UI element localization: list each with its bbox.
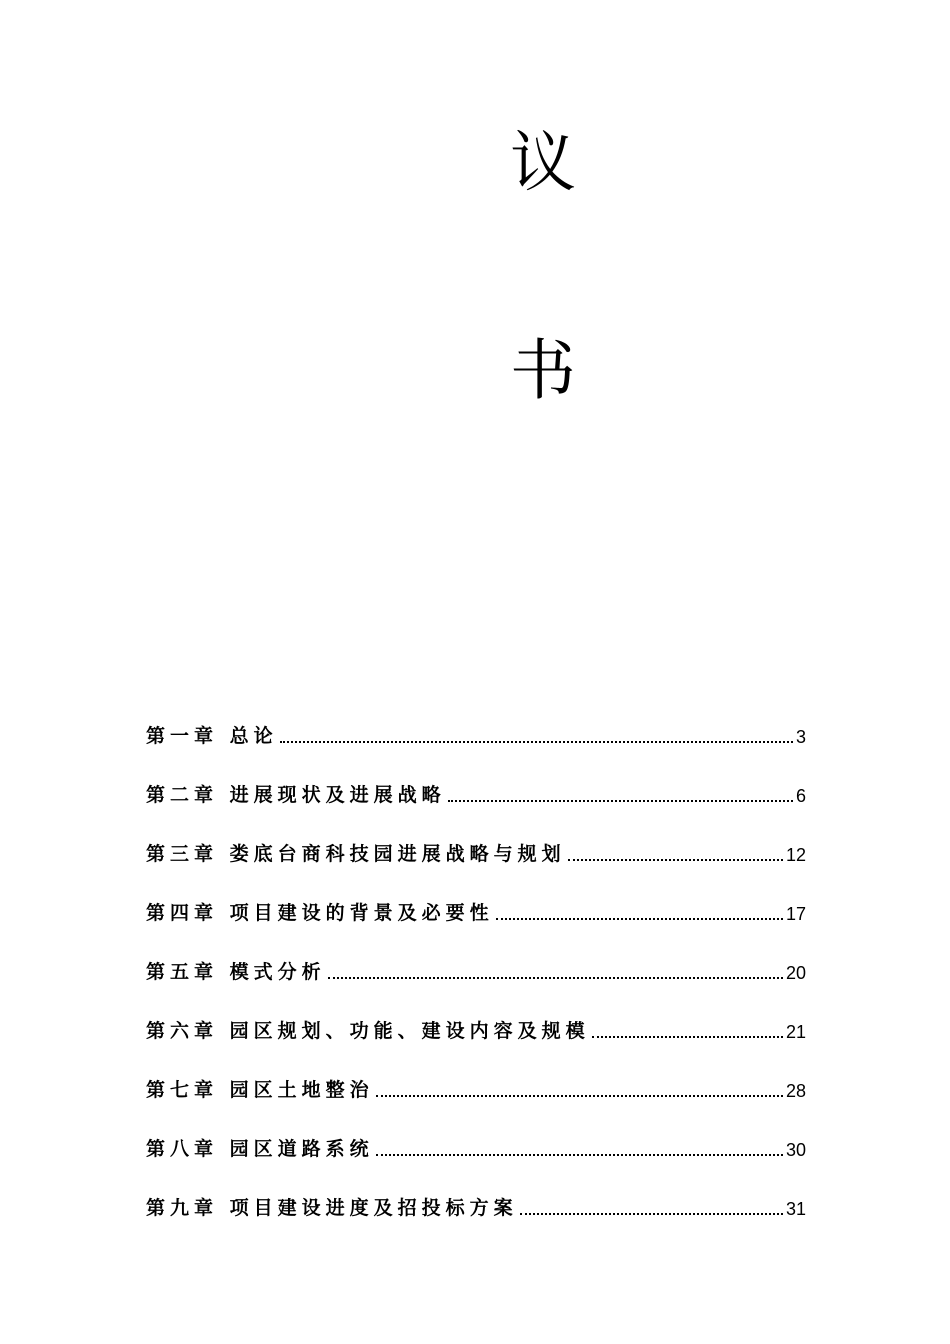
toc-page-number: 17 — [785, 904, 806, 924]
toc-chapter-title: 第一章 总论 — [146, 725, 278, 747]
toc-chapter-title: 第三章 娄底台商科技园进展战略与规划 — [146, 843, 566, 865]
toc-chapter-title: 第四章 项目建设的背景及必要性 — [146, 902, 494, 924]
toc-entry-chapter-9[interactable] — [146, 1159, 806, 1218]
toc-page-number: 31 — [785, 1199, 806, 1219]
toc-entry-chapter-4[interactable] — [146, 864, 806, 923]
toc-chapter-title: 第二章 进展现状及进展战略 — [146, 784, 446, 806]
toc-dot-leader — [592, 1035, 783, 1038]
toc-chapter-title: 第八章 园区道路系统 — [146, 1138, 374, 1160]
toc-page-number: 20 — [785, 963, 806, 983]
toc-chapter-title: 第六章 园区规划、功能、建设内容及规模 — [146, 1020, 590, 1042]
toc-entry-chapter-7[interactable] — [146, 1041, 806, 1100]
toc-dot-leader — [280, 740, 793, 743]
toc-entry-chapter-1[interactable] — [146, 687, 806, 746]
title-character-2: 书 — [510, 332, 576, 409]
toc-dot-leader — [448, 799, 793, 802]
toc-entry-chapter-3[interactable] — [146, 805, 806, 864]
toc-dot-leader — [520, 1212, 783, 1215]
toc-page-number: 3 — [795, 727, 806, 747]
toc-entry-chapter-8[interactable] — [146, 1100, 806, 1159]
toc-entry-chapter-6[interactable] — [146, 982, 806, 1041]
toc-page-number: 21 — [785, 1022, 806, 1042]
toc-page-number: 12 — [785, 845, 806, 865]
toc-chapter-title: 第五章 模式分析 — [146, 961, 326, 983]
toc-chapter-title: 第七章 园区土地整治 — [146, 1079, 374, 1101]
toc-chapter-title: 第九章 项目建设进度及招投标方案 — [146, 1197, 518, 1219]
toc-page-number: 6 — [795, 786, 806, 806]
toc-dot-leader — [328, 976, 783, 979]
toc-page-number: 28 — [785, 1081, 806, 1101]
toc-dot-leader — [376, 1094, 783, 1097]
toc-page-number: 30 — [785, 1140, 806, 1160]
toc-entry-chapter-2[interactable] — [146, 746, 806, 805]
title-character-1: 议 — [510, 124, 576, 201]
toc-dot-leader — [376, 1153, 783, 1156]
toc-dot-leader — [568, 858, 783, 861]
table-of-contents — [146, 687, 806, 1218]
toc-entry-chapter-5[interactable] — [146, 923, 806, 982]
toc-dot-leader — [496, 917, 783, 920]
